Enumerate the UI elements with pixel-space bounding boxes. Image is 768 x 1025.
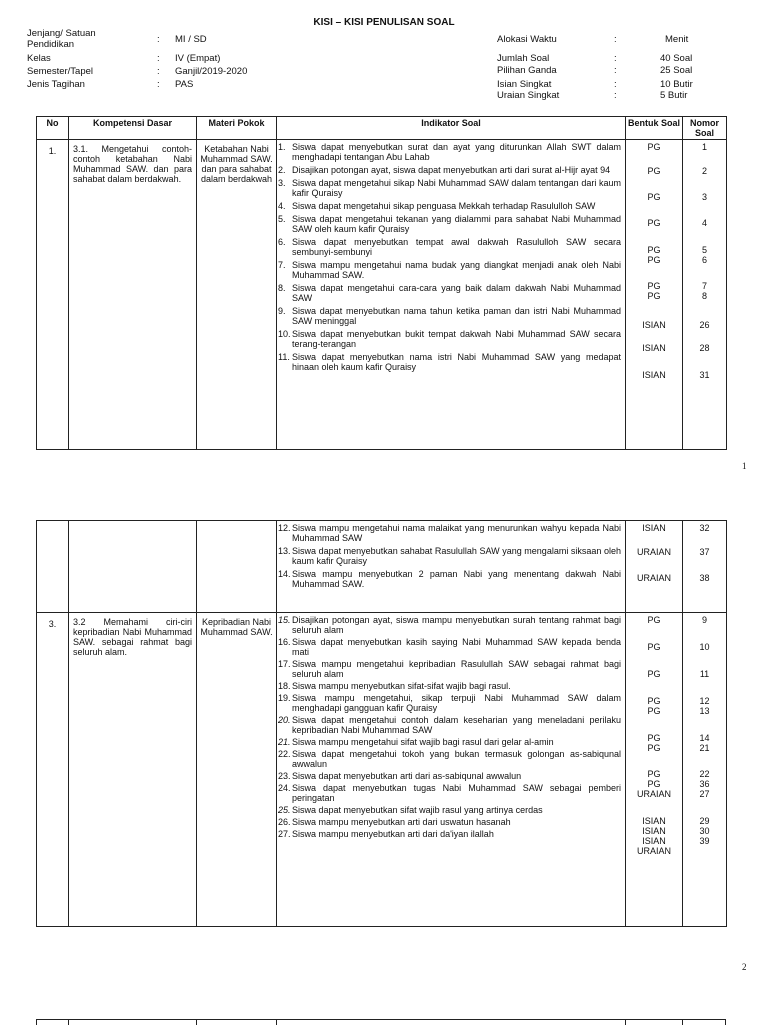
bentuk-soal-value: PG (647, 281, 661, 291)
indicator-number: 21. (278, 737, 291, 747)
nomor-soal-value: 5 (701, 245, 707, 255)
nomor-soal-list (683, 142, 726, 380)
indicator-text: Siswa mampu mengetahui sifat wajib bagi rasul dari gelar al-amin (292, 737, 554, 747)
kisi-table-page-1 (36, 116, 727, 450)
nomor-soal-value: 22 (699, 769, 710, 779)
nomor-soal-value: 9 (701, 615, 707, 625)
meta-value-isian-singkat: 10 Butir (660, 79, 693, 90)
page-number-2: 2 (742, 962, 747, 972)
meta-left (27, 29, 267, 99)
meta-label-pilihan-ganda: Pilihan Ganda (497, 65, 557, 76)
indikator-cell (277, 140, 626, 450)
kompetensi-dasar-cell (69, 521, 197, 613)
bentuk-soal-value: PG (647, 743, 661, 753)
indicator-text: Siswa dapat menyebutkan surat dan ayat yang diturunkan Allah SWT dalam menghadapi tentangan Abu Lahab (292, 142, 621, 162)
bentuk-soal-value: PG (647, 779, 661, 789)
table-row (37, 613, 727, 927)
meta-label-jumlah-soal: Jumlah Soal (497, 53, 550, 64)
bentuk-soal-value: PG (647, 255, 661, 265)
indicator-text: Siswa dapat menyebutkan sahabat Rasulullah SAW yang mengalami siksaan oleh kaum kafir Quraisy (292, 546, 621, 566)
nomor-soal-value: 14 (699, 733, 710, 743)
bentuk-soal-value: ISIAN (642, 320, 666, 330)
indicator-number: 26. (278, 817, 291, 827)
indicator-text: Siswa dapat menyebutkan sifat wajib rasul yang artinya cerdas (292, 805, 543, 815)
indicator-text: Siswa dapat menyebutkan bukit tempat dakwah Nabi Muhammad SAW secara terang-terangan (292, 329, 621, 349)
meta-value-kelas: IV (Empat) (175, 53, 221, 64)
indicator-number: 8. (278, 283, 286, 293)
row-number (37, 521, 69, 613)
indicator-item (277, 615, 625, 635)
indicator-item (277, 749, 625, 769)
indicator-text: Disajikan potongan ayat, siswa mampu menyebutkan surah tentang rahmat bagi seluruh alam (292, 615, 621, 635)
indicator-text: Siswa mampu menyebutkan arti dari da'iyan ilallah (292, 829, 494, 839)
kompetensi-dasar-cell: 3.2 Memahami ciri-ciri kepribadian Nabi Muhammad SAW. sebagai rahmat bagi seluruh alam. (69, 613, 197, 927)
nomor-soal-value: 3 (701, 192, 707, 202)
meta-value-jenjang: MI / SD (175, 34, 207, 45)
indicator-item (277, 569, 625, 589)
indicator-text: Siswa dapat mengetahui sikap penguasa Mekkah terhadap Rasululloh SAW (292, 201, 596, 211)
bentuk-soal-value: PG (647, 142, 661, 152)
bentuk-soal-value: PG (647, 245, 661, 255)
indicator-item (277, 805, 625, 815)
indicator-text: Siswa dapat mengetahui cara-cara yang baik dalam dakwah Nabi Muhammad SAW (292, 283, 621, 303)
indicator-text: Siswa mampu mengetahui, sikap terpuji Nabi Muhammad SAW dalam menghadapi gangguan kafir Quraisy (292, 693, 621, 713)
row-number: 3. (37, 613, 69, 927)
bentuk-soal-value: ISIAN (642, 826, 666, 836)
header-no: No (37, 117, 69, 140)
header-indikator-soal: Indikator Soal (277, 117, 626, 140)
nomor-soal-value: 31 (699, 370, 710, 380)
nomor-soal-value: 7 (701, 281, 707, 291)
colon: : (614, 53, 617, 64)
indicator-text: Siswa dapat mengetahui tokoh yang bukan termasuk golongan as-sabiqunal awwalun (292, 749, 621, 769)
colon: : (157, 79, 160, 90)
colon: : (614, 65, 617, 76)
bentuk-soal-value: PG (647, 642, 661, 652)
bentuk-soal-value: PG (647, 192, 661, 202)
bentuk-soal-value: PG (647, 733, 661, 743)
indicator-text: Disajikan potongan ayat, siswa dapat menyebutkan arti dari surat al-Hijr ayat 94 (292, 165, 611, 175)
nomor-soal-value: 38 (699, 573, 710, 583)
indicator-number: 10. (278, 329, 291, 339)
indicator-text: Siswa dapat mengetahui contoh dalam keseharian yang meneladani perilaku kepribadian Nabi Muhammad SAW (292, 715, 621, 735)
indicator-number: 18. (278, 681, 291, 691)
indicator-item (277, 546, 625, 566)
meta-value-uraian-singkat: 5 Butir (660, 90, 688, 101)
indicator-number: 27. (278, 829, 291, 839)
bentuk-soal-value: PG (647, 291, 661, 301)
nomor-soal-value: 29 (699, 816, 710, 826)
colon: : (157, 53, 160, 64)
indicator-number: 16. (278, 637, 291, 647)
nomor-soal-value: 30 (699, 826, 710, 836)
indicator-item (277, 523, 625, 543)
document-title: KISI – KISI PENULISAN SOAL (313, 17, 455, 28)
nomor-soal-value: 26 (699, 320, 710, 330)
bentuk-soal-value: PG (647, 706, 661, 716)
bentuk-soal-value: ISIAN (642, 343, 666, 353)
table-header-row (37, 117, 727, 140)
bentuk-soal-list (626, 615, 682, 856)
nomor-soal-value: 10 (699, 642, 710, 652)
indicator-text: Siswa dapat menyebutkan tugas Nabi Muhammad SAW sebagai pemberi peringatan (292, 783, 621, 803)
materi-pokok-cell: Ketabahan Nabi Muhammad SAW. dan para sahabat dalam berdakwah (197, 140, 277, 450)
nomor-soal-cell (683, 613, 727, 927)
meta-label-semester: Semester/Tapel (27, 66, 94, 77)
indicator-item (277, 283, 625, 303)
nomor-soal-value: 4 (701, 218, 707, 228)
indicator-text: Siswa dapat menyebutkan nama istri Nabi Muhammad SAW yang medapat hinaan oleh kaum kafir Quraisy (292, 352, 621, 372)
bentuk-soal-value: PG (647, 769, 661, 779)
meta-value-pilihan-ganda: 25 Soal (660, 65, 693, 76)
nomor-soal-value: 12 (699, 696, 710, 706)
header-bentuk-soal: Bentuk Soal (626, 117, 683, 140)
nomor-soal-value: 13 (699, 706, 710, 716)
indicator-list (277, 142, 625, 372)
nomor-soal-value: 28 (699, 343, 710, 353)
header-kompetensi-dasar: Kompetensi Dasar (69, 117, 197, 140)
bentuk-soal-value: URAIAN (636, 573, 671, 583)
colon: : (157, 66, 160, 77)
indicator-item (277, 681, 625, 691)
indicator-number: 7. (278, 260, 286, 270)
meta-value-semester: Ganjil/2019-2020 (175, 66, 248, 77)
colon: : (614, 79, 617, 90)
indicator-item (277, 783, 625, 803)
materi-pokok-cell (197, 521, 277, 613)
colon: : (157, 34, 160, 45)
bentuk-soal-value: ISIAN (642, 836, 666, 846)
indicator-number: 12. (278, 523, 291, 533)
indicator-item (277, 306, 625, 326)
bentuk-soal-list (626, 142, 682, 380)
nomor-soal-value: 27 (699, 789, 710, 799)
indicator-number: 17. (278, 659, 291, 669)
indicator-text: Siswa mampu menyebutkan arti dari uswatun hasanah (292, 817, 511, 827)
indicator-number: 6. (278, 237, 286, 247)
indicator-item (277, 817, 625, 827)
meta-label-jenis-tagihan: Jenis Tagihan (27, 79, 85, 90)
indicator-number: 19. (278, 693, 291, 703)
indicator-text: Siswa dapat menyebutkan kasih saying Nabi Muhammad SAW kepada benda mati (292, 637, 621, 657)
indicator-number: 20. (278, 715, 291, 725)
meta-label-uraian-singkat: Uraian Singkat (497, 90, 560, 101)
indicator-number: 1. (278, 142, 286, 152)
indicator-text: Siswa dapat mengetahui tekanan yang dialammi para sahabat Nabi Muhammad SAW oleh kaum kafir Quraisy (292, 214, 621, 234)
nomor-soal-value: 6 (701, 255, 707, 265)
indicator-number: 9. (278, 306, 286, 316)
indicator-item (277, 715, 625, 735)
indicator-number: 11. (278, 352, 290, 362)
nomor-soal-value: 21 (699, 743, 710, 753)
kisi-table-page-2 (36, 520, 727, 927)
indicator-number: 4. (278, 201, 286, 211)
meta-value-alokasi: Menit (665, 34, 689, 45)
bentuk-soal-value: ISIAN (642, 370, 666, 380)
header-nomor-soal: Nomor Soal (683, 117, 727, 140)
indicator-number: 2. (278, 165, 286, 175)
row-number: 1. (37, 140, 69, 450)
kompetensi-dasar-cell: 3.1. Mengetahui contoh-contoh ketabahan Nabi Muhammad SAW. dan para sahabat dalam berdakwah. (69, 140, 197, 450)
indicator-item (277, 260, 625, 280)
bentuk-soal-value: PG (647, 669, 661, 679)
indicator-text: Siswa mampu mengetahui nama malaikat yang menurunkan wahyu kepada Nabi Muhammad SAW (292, 523, 621, 543)
nomor-soal-value: 2 (701, 166, 707, 176)
indicator-item (277, 178, 625, 198)
page-number-1: 1 (742, 461, 747, 471)
nomor-soal-value: 8 (701, 291, 707, 301)
nomor-soal-cell (683, 521, 727, 613)
meta-label-kelas: Kelas (27, 53, 51, 64)
indicator-item (277, 637, 625, 657)
bentuk-soal-cell (626, 613, 683, 927)
meta-label-isian-singkat: Isian Singkat (497, 79, 552, 90)
indicator-item (277, 659, 625, 679)
meta-value-jumlah-soal: 40 Soal (660, 53, 693, 64)
indicator-item (277, 829, 625, 839)
indikator-cell (277, 613, 626, 927)
indicator-text: Siswa dapat mengetahui sikap Nabi Muhammad SAW dalam tentangan dari kaum kafir Quraisy (292, 178, 621, 198)
indicator-text: Siswa mampu menyebutkan 2 paman Nabi yang menentang dakwah Nabi Muhammad SAW. (292, 569, 621, 589)
nomor-soal-value: 11 (699, 669, 710, 679)
bentuk-soal-list (626, 523, 682, 583)
indicator-number: 5. (278, 214, 286, 224)
header-materi-pokok: Materi Pokok (197, 117, 277, 140)
indicator-item (277, 237, 625, 257)
nomor-soal-value: 36 (699, 779, 710, 789)
indicator-item (277, 165, 625, 175)
bentuk-soal-cell (626, 140, 683, 450)
bentuk-soal-value: PG (647, 218, 661, 228)
indicator-number: 22. (278, 749, 291, 759)
indicator-number: 3. (278, 178, 286, 188)
bentuk-soal-value: URAIAN (636, 846, 671, 856)
indicator-text: Siswa dapat menyebutkan arti dari as-sabiqunal awwalun (292, 771, 522, 781)
nomor-soal-value: 32 (699, 523, 710, 533)
indicator-list (277, 615, 625, 839)
indicator-text: Siswa dapat menyebutkan tempat awal dakwah Rasululloh SAW secara sembunyi-sembunyi (292, 237, 621, 257)
table-row (37, 140, 727, 450)
indicator-number: 25. (278, 805, 291, 815)
bentuk-soal-value: PG (647, 696, 661, 706)
indikator-cell (277, 521, 626, 613)
indicator-text: Siswa dapat menyebutkan nama tahun ketika paman dan istri Nabi Muhammad SAW meninggal (292, 306, 621, 326)
indicator-number: 14. (278, 569, 291, 579)
materi-pokok-cell: Kepribadian Nabi Muhammad SAW. (197, 613, 277, 927)
nomor-soal-cell (683, 140, 727, 450)
bentuk-soal-value: ISIAN (642, 523, 666, 533)
bentuk-soal-value: ISIAN (642, 816, 666, 826)
indicator-item (277, 142, 625, 162)
meta-right (497, 35, 727, 105)
nomor-soal-value: 37 (699, 547, 710, 557)
indicator-number: 15. (278, 615, 291, 625)
indicator-text: Siswa mampu menyebutkan sifat-sifat wajib bagi rasul. (292, 681, 511, 691)
indicator-list (277, 523, 625, 589)
colon: : (614, 34, 617, 45)
indicator-number: 24. (278, 783, 291, 793)
nomor-soal-list (683, 523, 726, 583)
indicator-item (277, 329, 625, 349)
bentuk-soal-value: URAIAN (636, 789, 671, 799)
indicator-item (277, 693, 625, 713)
colon: : (614, 90, 617, 101)
nomor-soal-list (683, 615, 726, 846)
meta-value-jenis-tagihan: PAS (175, 79, 194, 90)
bentuk-soal-value: PG (647, 166, 661, 176)
indicator-text: Siswa mampu mengetahui nama budak yang diangkat menjadi anak oleh Nabi Muhammad SAW. (292, 260, 621, 280)
indicator-number: 13. (278, 546, 291, 556)
bentuk-soal-cell (626, 521, 683, 613)
bentuk-soal-value: URAIAN (636, 547, 671, 557)
indicator-text: Siswa mampu mengetahui kepribadian Rasulullah SAW sebagai rahmat bagi seluruh alam (292, 659, 621, 679)
indicator-item (277, 214, 625, 234)
indicator-item (277, 352, 625, 372)
meta-label-alokasi: Alokasi Waktu (497, 34, 557, 45)
indicator-number: 23. (278, 771, 291, 781)
indicator-item (277, 737, 625, 747)
table-row (37, 521, 727, 613)
nomor-soal-value: 39 (699, 836, 710, 846)
meta-label-jenjang: Jenjang/ Satuan Pendidikan (27, 28, 96, 50)
next-page-table-edge (36, 1019, 726, 1024)
indicator-item (277, 201, 625, 211)
indicator-item (277, 771, 625, 781)
nomor-soal-value: 1 (701, 142, 707, 152)
bentuk-soal-value: PG (647, 615, 661, 625)
